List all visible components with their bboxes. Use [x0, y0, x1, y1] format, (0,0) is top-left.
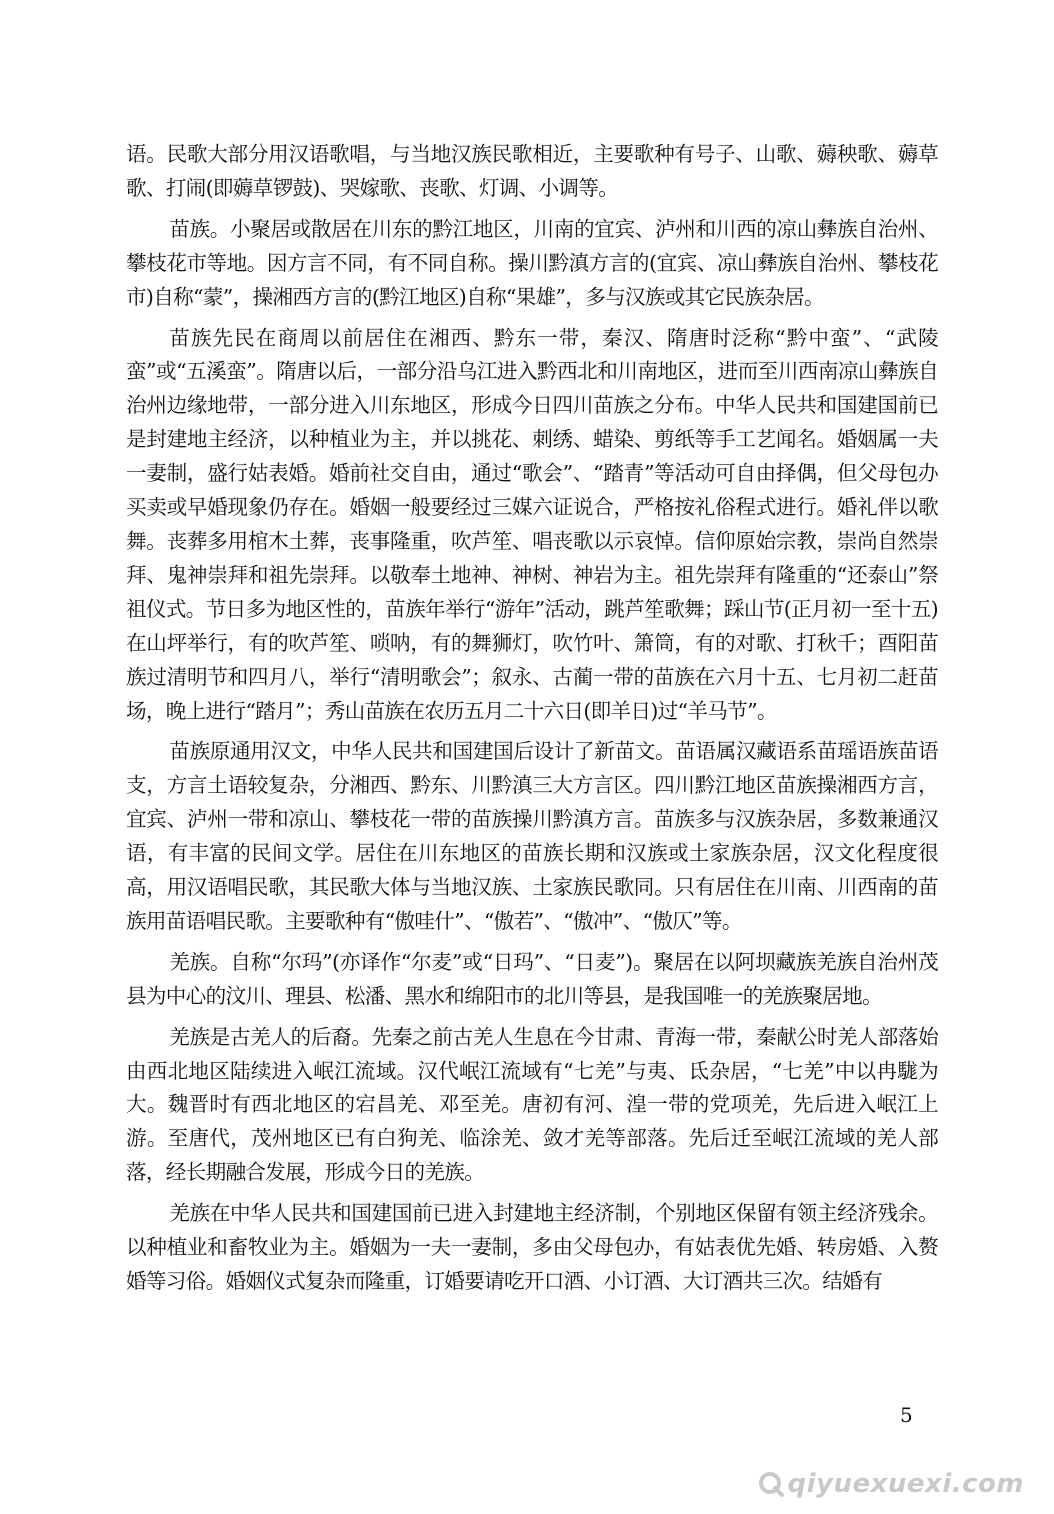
- paragraph-qiang-customs: 羌族在中华人民共和国建国前已进入封建地主经济制，个别地区保留有领主经济残余。以种植业和畜牧业为主。婚姻为一夫一妻制，多由父母包办，有姑表优先婚、转房婚、入赘婚等习俗。婚姻仪式复杂而隆重，订婚要请吃开口酒、小订酒、大订酒共三次。结婚有: [126, 1201, 938, 1293]
- watermark: [758, 1466, 1024, 1502]
- watermark-text: qiyuexuexi.com: [787, 1469, 1024, 1499]
- q-logo-icon: [758, 1471, 784, 1497]
- paragraph-miao-intro: 苗族。小聚居或散居在川东的黔江地区，川南的宜宾、泸州和川西的凉山彝族自治州、攀枝花市等地。因方言不同，有不同自称。操川黔滇方言的(宜宾、凉山彝族自治州、攀枝花市)自称“蒙”，操湘西方言的(黔江地区)自称“果雄”，多与汉族或其它民族杂居。: [126, 216, 938, 309]
- paragraph-miao-history: 苗族先民在商周以前居住在湘西、黔东一带，秦汉、隋唐时泛称“黔中蛮”、“武陵蛮”或“五溪蛮”。隋唐以后，一部分沿乌江进入黔西北和川南地区，进而至川西南凉山彝族自治州边缘地带，一部分进入川东地区，形成今日四川苗族之分布。中华人民共和国建国前已是封建地主经济，以种植业为主，并以挑花、刺绣、蜡染、剪纸等手工艺闻名。婚姻属一夫一妻制，盛行姑表婚。婚前社交自由，通过“歌会”、“踏青”等活动可自由择偶，但父母包办买卖或早婚现象仍存在。婚姻一般要经过三媒六证说合，严格按礼俗程式进行。婚礼伴以歌舞。丧葬多用棺木土葬，丧事隆重，吹芦笙、唱丧歌以示哀悼。信仰原始宗教，崇尚自然崇拜、鬼神崇拜和祖先崇拜。以敬奉土地神、神树、神岩为主。祖先崇拜有隆重的“还泰山”祭祖仪式。节日多为地区性的，苗族年举行“游年”活动，跳芦笙歌舞；踩山节(正月初一至十五)在山坪举行，有的吹芦笙、唢呐，有的舞狮灯，吹竹叶、箫筒，有的对歌、打秋千；酉阳苗族过清明节和四月八，举行“清明歌会”；叙永、古蔺一带的苗族在六月十五、七月初二赶苗场，晚上进行“踏月”；秀山苗族在农历五月二十六日(即羊日)过“羊马节”。: [126, 325, 938, 723]
- paragraph-continued: 语。民歌大部分用汉语歌唱，与当地汉族民歌相近，主要歌种有号子、山歌、薅秧歌、薅草歌、打闹(即薅草锣鼓)、哭嫁歌、丧歌、灯调、小调等。: [126, 142, 938, 200]
- body-text: [126, 138, 938, 1306]
- paragraph-miao-language: 苗族原通用汉文，中华人民共和国建国后设计了新苗文。苗语属汉藏语系苗瑶语族苗语支，方言土语较复杂，分湘西、黔东、川黔滇三大方言区。四川黔江地区苗族操湘西方言，宜宾、泸州一带和凉山、攀枝花一带的苗族操川黔滇方言。苗族多与汉族杂居，多数兼通汉语，有丰富的民间文学。居住在川东地区的苗族长期和汉族或土家族杂居，汉文化程度很高，用汉语唱民歌，其民歌大体与当地汉族、土家族民歌同。只有居住在川南、川西南的苗族用苗语唱民歌。主要歌种有“傲哇什”、“傲若”、“傲冲”、“傲仄”等。: [126, 739, 938, 933]
- paragraph-qiang-history: 羌族是古羌人的后裔。先秦之前古羌人生息在今甘肃、青海一带，秦献公时羌人部落始由西北地区陆续进入岷江流域。汉代岷江流域有“七羌”与夷、氐杂居，“七羌”中以冉駹为大。魏晋时有西北地区的宕昌羌、邓至羌。唐初有河、湟一带的党项羌，先后进入岷江上游。至唐代，茂州地区已有白狗羌、临涂羌、敛才羌等部落。先后迁至岷江流域的羌人部落，经长期融合发展，形成今日的羌族。: [126, 1024, 938, 1185]
- paragraph-qiang-intro: 羌族。自称“尔玛”(亦译作“尔麦”或“日玛”、“日麦”)。聚居在以阿坝藏族羌族自治州茂县为中心的汶川、理县、松潘、黑水和绵阳市的北川等县，是我国唯一的羌族聚居地。: [126, 949, 938, 1008]
- page-number: 5: [900, 1403, 913, 1427]
